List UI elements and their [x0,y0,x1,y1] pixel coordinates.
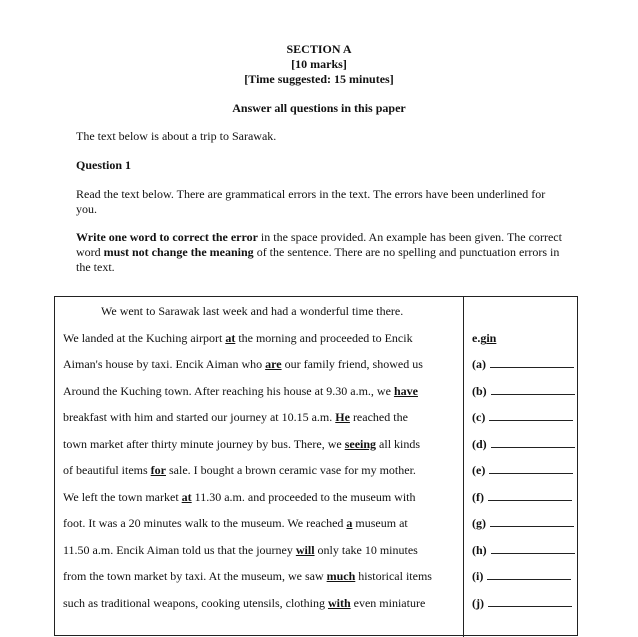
underlined-error: are [265,357,282,371]
answer-blank[interactable] [491,438,575,448]
answer-blank[interactable] [491,544,575,554]
answer-blank[interactable] [490,358,574,368]
answer-c: (c) [472,410,573,425]
section-title: SECTION A [286,42,352,56]
bold-instruction: Write one word to correct the error [76,230,258,244]
passage-line: Aiman's house by taxi. Encik Aiman who are our family friend, showed us [63,357,423,371]
question-title: Question 1 [76,158,132,172]
answer-a: (a) [472,357,574,372]
answer-blank[interactable] [491,385,575,395]
answer-j: (j) [472,596,572,611]
answer-blank[interactable] [488,597,572,607]
underlined-error: will [295,543,315,557]
answer-h: (h) [472,543,575,558]
answer-d: (d) [472,437,575,452]
underlined-error: He [335,410,350,424]
answer-e: (e) [472,463,573,478]
underlined-error: for [150,463,166,477]
underlined-error: at [225,331,236,345]
underlined-error: seeing [344,437,377,451]
answer-g: (g) [472,516,574,531]
underlined-error: at [181,490,192,504]
instruction: Answer all questions in this paper [232,101,406,115]
answer-blank[interactable] [488,491,572,501]
para2-text-1: in the space provided. An example has been given. The correct word [76,230,562,259]
question-paragraph-2 [76,230,566,275]
passage-line: Around the Kuching town. After reaching his house at 9.30 a.m., we have [63,384,418,398]
underlined-error: with [327,596,351,610]
passage-line: We went to Sarawak last week and had a wonderful time there. [101,304,404,318]
passage-line: of beautiful items for sale. I bought a brown ceramic vase for my mother. [63,463,416,477]
passage-line: 11.50 a.m. Encik Aiman told us that the journey will only take 10 minutes [63,543,418,557]
passage-line: town market after thirty minute journey by bus. There, we seeing all kinds [63,437,421,451]
exercise-table [54,296,578,636]
answer-f: (f) [472,490,572,505]
example-answer: e.gin [472,331,497,345]
example-answer-word: in [486,331,497,345]
passage-line: foot. It was a 20 minutes walk to the museum. We reached a museum at [63,516,408,530]
time-label: [Time suggested: 15 minutes] [244,72,394,86]
intro-text: The text below is about a trip to Sarawak. [76,129,277,143]
passage-line: from the town market by taxi. At the museum, we saw much historical items [63,569,432,583]
answer-blank[interactable] [489,464,573,474]
answer-blank[interactable] [489,411,573,421]
para2-text-2: of the sentence. There are no spelling and punctuation errors in the text. [76,245,560,274]
passage-line: breakfast with him and started our journey at 10.15 a.m. He reached the [63,410,408,424]
answer-b: (b) [472,384,575,399]
column-divider [463,297,464,637]
answer-i: (i) [472,569,571,584]
underlined-error: much [326,569,356,583]
answer-blank[interactable] [487,570,571,580]
answer-blank[interactable] [490,517,574,527]
passage-line: We left the town market at 11.30 a.m. and proceeded to the museum with [63,490,416,504]
passage-line: such as traditional weapons, cooking utensils, clothing with even miniature [63,596,426,610]
passage-line: We landed at the Kuching airport at the morning and proceeded to Encik [63,331,413,345]
bold-meaning: must not change the meaning [103,245,254,259]
underlined-error: have [393,384,418,398]
question-paragraph-1: Read the text below. There are grammatical errors in the text. The errors have been underlined for you. [76,187,546,216]
marks-label: [10 marks] [291,57,347,71]
underlined-error: a [346,516,353,530]
